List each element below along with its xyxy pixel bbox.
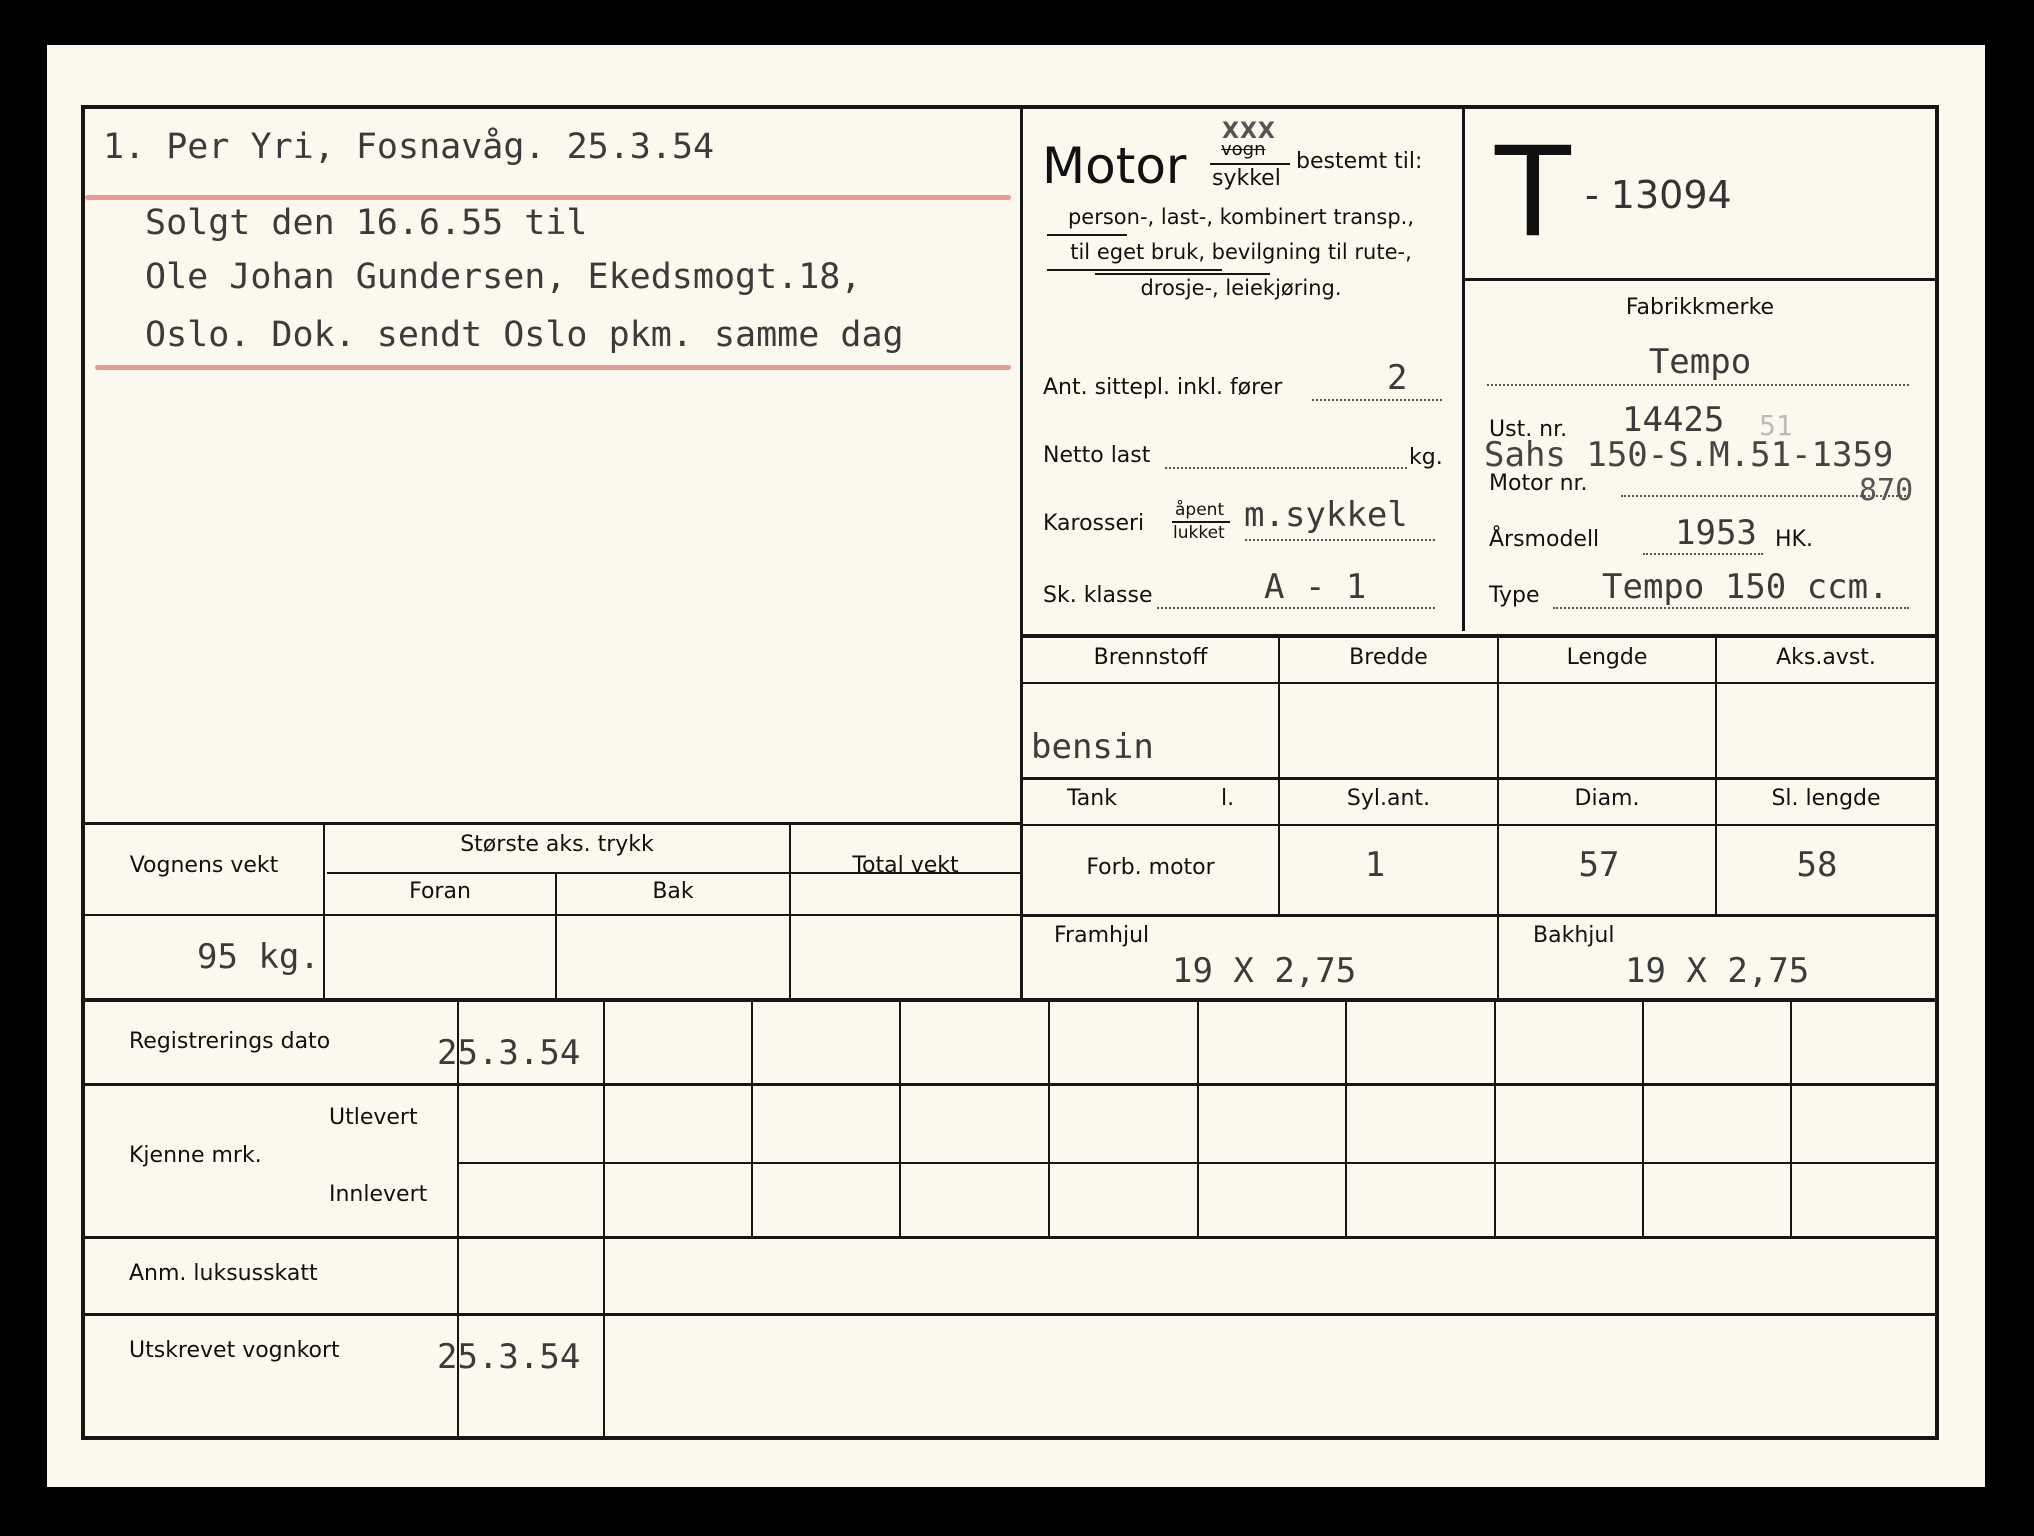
vekt-label: Vognens vekt [129,853,279,878]
rear-wheel-value: 19 X 2,75 [1625,951,1810,991]
netto-label: Netto last [1043,443,1151,468]
frame-right [1935,105,1939,1440]
sahs-text: Sahs 150-S.M.51-1359 [1484,435,1894,475]
divider-spec-col2 [1497,638,1499,1001]
diam-label: Diam. [1574,786,1640,811]
motor-struck-sub: vogn [1221,139,1266,160]
reg-number: - 13094 [1585,173,1732,217]
fuel-value: bensin [1031,727,1154,767]
maker-value: Tempo [1648,342,1752,382]
divider-reg [1462,278,1939,281]
bottom-col-line [1197,1000,1199,1238]
motor-bestemt: bestemt til: [1296,149,1423,174]
divider-row4 [81,1313,1939,1316]
divider-spec-mid [1020,777,1939,780]
year-dots [1643,553,1763,555]
front-wheel-value: 19 X 2,75 [1172,951,1357,991]
bottom-col-line [1642,1000,1644,1238]
divider-spec-top [1020,634,1939,638]
history-line-1: 1. Per Yri, Fosnavåg. 25.3.54 [103,127,715,167]
bottom-col-line [899,1000,901,1238]
spec-header-brennstoff: Brennstoff [1093,645,1208,670]
divider-bottom-top [81,998,1939,1002]
history-line-2: Solgt den 16.6.55 til [145,203,588,243]
motor-underline-2 [1047,269,1222,271]
vognkort-label: Utskrevet vognkort [129,1338,340,1363]
motor-struck: XXX [1222,119,1276,144]
vekt-value: 95 kg. [197,937,320,977]
klasse-label: Sk. klasse [1043,583,1153,608]
year-label: Årsmodell [1489,527,1600,552]
innlevert-label: Innlevert [329,1182,428,1207]
divider-spec-head [1020,682,1939,684]
motor-nr-value: 870 [1859,473,1914,508]
hk-label: HK. [1775,527,1813,552]
frame-bottom [81,1436,1939,1440]
utlevert-label: Utlevert [329,1105,418,1130]
luksus-label: Anm. luksusskatt [129,1261,318,1286]
karosseri-label: Karosseri [1043,511,1145,536]
type-value: Tempo 150 ccm. [1602,567,1889,607]
netto-dots [1165,467,1407,469]
type-label: Type [1489,583,1540,608]
slag-label: Sl. lengde [1771,786,1881,811]
red-line-2 [95,365,1011,370]
ust-extra: 51 [1759,409,1793,442]
klasse-value: A - 1 [1264,567,1367,607]
tank-unit: l. [1221,786,1235,811]
front-wheel-label: Framhjul [1054,923,1150,948]
tank-label: Tank [1067,786,1117,811]
kjenne-label: Kjenne mrk. [129,1143,262,1168]
netto-unit: kg. [1409,445,1443,470]
type-dots [1553,607,1909,609]
trykk-label: Største aks. trykk [460,832,654,857]
year-value: 1953 [1675,513,1757,553]
ust-label: Ust. nr. [1489,417,1568,442]
history-line-4: Oslo. Dok. sendt Oslo pkm. samme dag [145,315,904,355]
syl-value: 1 [1364,845,1386,885]
bottom-col-line [1048,1000,1050,1238]
reg-letter: T [1495,121,1571,265]
registration-card [47,45,1985,1487]
motor-underline-1 [1047,234,1127,236]
karosseri-dots [1245,539,1435,541]
motor-use-3: drosje-, leiekjøring. [1140,276,1342,300]
divider-weight-head [81,914,1022,916]
seats-dots [1312,399,1442,401]
motor-use-2: til eget bruk, bevilgning til rute-, [1070,240,1412,264]
motor-title: Motor [1042,137,1187,195]
forb-label: Forb. motor [1086,855,1215,880]
spec-header-bredde: Bredde [1349,645,1428,670]
maker-label: Fabrikkmerke [1625,295,1775,320]
vognkort-value: 25.3.54 [437,1337,581,1377]
bottom-col-line [1494,1000,1496,1238]
motor-nr-label: Motor nr. [1489,471,1588,496]
motor-fraction-line [1210,163,1290,165]
maker-dots [1487,384,1909,386]
total-label: Total vekt [852,853,959,878]
frame-left [81,105,85,1440]
bottom-col-line [1790,1000,1792,1238]
karosseri-lukket: lukket [1173,523,1225,543]
history-line-3: Ole Johan Gundersen, Ekedsmogt.18, [145,257,862,297]
divider-spec-low [1020,914,1939,917]
rear-wheel-label: Bakhjul [1533,923,1615,948]
motor-sykkel: sykkel [1212,166,1281,191]
regdato-value: 25.3.54 [437,1033,581,1073]
divider-weight-top [81,822,1022,825]
seats-label: Ant. sittepl. inkl. fører [1043,375,1283,400]
karosseri-apent: åpent [1175,500,1225,520]
spec-header-aks: Aks.avst. [1776,645,1876,670]
bottom-col-line [751,1000,753,1238]
klasse-dots [1157,607,1435,609]
spec-header-lengde: Lengde [1566,645,1648,670]
syl-label: Syl.ant. [1346,786,1431,811]
motor-use-1: person-, last-, kombinert transp., [1067,205,1415,229]
foran-label: Foran [409,879,471,904]
ust-value: 14425 [1622,400,1725,440]
bottom-col-line [1345,1000,1347,1238]
slag-value: 58 [1796,845,1838,885]
divider-row3 [81,1236,1939,1239]
seats-value: 2 [1387,358,1408,398]
frame-top [81,105,1939,109]
bottom-col-line [603,1000,605,1438]
karosseri-value: m.sykkel [1244,495,1408,535]
divider-row1 [81,1083,1939,1086]
divider-spec-row [1020,824,1939,826]
divider-weight-col3 [789,824,791,1001]
motor-underline-3 [1095,273,1270,275]
bak-label: Bak [652,879,694,904]
red-line-1 [85,195,1011,200]
diam-value: 57 [1578,845,1620,885]
regdato-label: Registrerings dato [129,1029,331,1054]
